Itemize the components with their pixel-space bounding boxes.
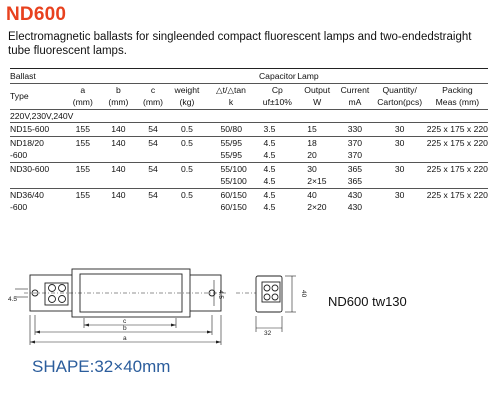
cell-output: 15 [307,124,317,134]
cell-type: ND36/40 [10,188,65,201]
cell-b: 140 [100,188,136,201]
capacitor-group-header: Capacitor [258,71,296,81]
dimension-height-label: 40 [300,290,307,298]
col-delta-header: △t/△tan [204,83,257,96]
col-weight-header: weight [169,83,204,96]
cell-a: 155 [75,124,90,134]
col-quantity-header: Quantity/ [373,83,427,96]
dimension-right-offset: 4.5 [217,290,224,300]
voltage-label: 220V,230V,240V [10,109,488,123]
lamp-group-header: Lamp [297,71,319,81]
cell-current: 370 [347,150,363,160]
cell-cp: 4.5 [257,188,297,201]
cell-delta: 55/100 [220,176,247,186]
cell-b: 140 [111,124,126,134]
cell-qty: 30 [373,188,427,201]
col-output-header: Output [297,83,337,96]
col-a-unit: (mm) [65,96,100,109]
cell-output: 2×15 [307,176,327,186]
cell-c: 54 [137,162,170,175]
cell-cp: 4.5 [257,162,297,175]
col-cp-unit: uf±10% [257,96,297,109]
cell-cp: 4.5 [263,202,276,212]
dimension-width-label: 32 [264,330,272,337]
cell-type: -600 [10,202,28,212]
cell-current: 330 [347,124,363,134]
cell-current: 365 [337,162,372,175]
cell-cp: 3.5 [263,124,276,134]
cell-weight: 0.5 [169,136,204,149]
cell-b: 140 [100,162,136,175]
cell-qty: 30 [373,136,427,149]
cell-a: 155 [65,188,100,201]
cell-cp: 4.5 [263,150,276,160]
cell-weight: 0.5 [180,124,193,134]
cell-weight: 0.5 [169,162,204,175]
col-packing-header: Packing [427,83,488,96]
cell-delta: 60/150 [204,188,257,201]
col-b-unit: (mm) [100,96,136,109]
cell-output: 30 [297,162,337,175]
cell-packing: 225 x 175 x 220 [426,124,488,134]
cell-delta: 55/100 [204,162,257,175]
cell-b: 140 [100,136,136,149]
col-weight-unit: (kg) [169,96,204,109]
col-a-header: a [65,83,100,96]
col-delta-unit: k [204,96,257,109]
col-current-header: Current [337,83,372,96]
product-title: ND600 [6,4,67,25]
cell-output: 40 [297,188,337,201]
dimension-b-label: b [123,325,127,332]
cell-cp: 4.5 [257,136,297,149]
col-current-unit: mA [337,96,372,109]
cell-type: ND15-600 [10,124,50,134]
col-output-unit: W [297,96,337,109]
col-b-header: b [100,83,136,96]
cell-packing: 225 x 175 x 220 [426,189,488,200]
dimension-a-label: a [123,335,127,342]
cell-delta: 50/80 [220,124,242,134]
cell-qty: 30 [373,162,427,175]
cell-qty: 30 [394,124,405,134]
cell-packing: 225 x 175 x 220 [426,137,488,148]
cell-c: 54 [148,124,158,134]
product-description: Electromagnetic ballasts for singleended compact fluorescent lamps and two-endedstraight tube fluorescent lamps. [8,31,472,57]
ballast-group-header: Ballast [10,71,36,81]
cell-packing: 225 x 175 x 220 [426,163,488,174]
cell-type: -600 [10,150,28,160]
cell-delta: 55/95 [204,136,257,149]
cell-output: 18 [297,136,337,149]
cell-current: 430 [347,202,363,212]
cell-output: 2×20 [307,202,327,212]
col-c-header: c [137,83,170,96]
cell-delta: 60/150 [220,202,247,212]
shape-label: SHAPE:32×40mm [32,357,171,376]
cell-delta: 55/95 [220,150,242,160]
col-c-unit: (mm) [137,96,170,109]
cell-weight: 0.5 [169,188,204,201]
cell-c: 54 [137,188,170,201]
cell-c: 54 [137,136,170,149]
cell-current: 370 [337,136,372,149]
model-label: ND600 tw130 [328,294,407,309]
col-packing-unit: Meas (mm) [427,96,488,109]
cell-type: ND18/20 [10,136,65,149]
cell-type: ND30-600 [10,162,65,175]
dimension-c-label: c [123,318,127,325]
col-quantity-unit: Carton(pcs) [373,96,427,109]
cell-current: 430 [337,188,372,201]
cell-a: 155 [65,136,100,149]
ballast-side-view [236,276,296,332]
cell-a: 155 [65,162,100,175]
col-cp-header: Cp [257,83,297,96]
dimension-left-offset: 4.5 [8,296,18,303]
cell-current: 365 [347,176,363,186]
col-type-header: Type [10,90,65,103]
cell-output: 20 [307,150,317,160]
cell-cp: 4.5 [263,176,276,186]
